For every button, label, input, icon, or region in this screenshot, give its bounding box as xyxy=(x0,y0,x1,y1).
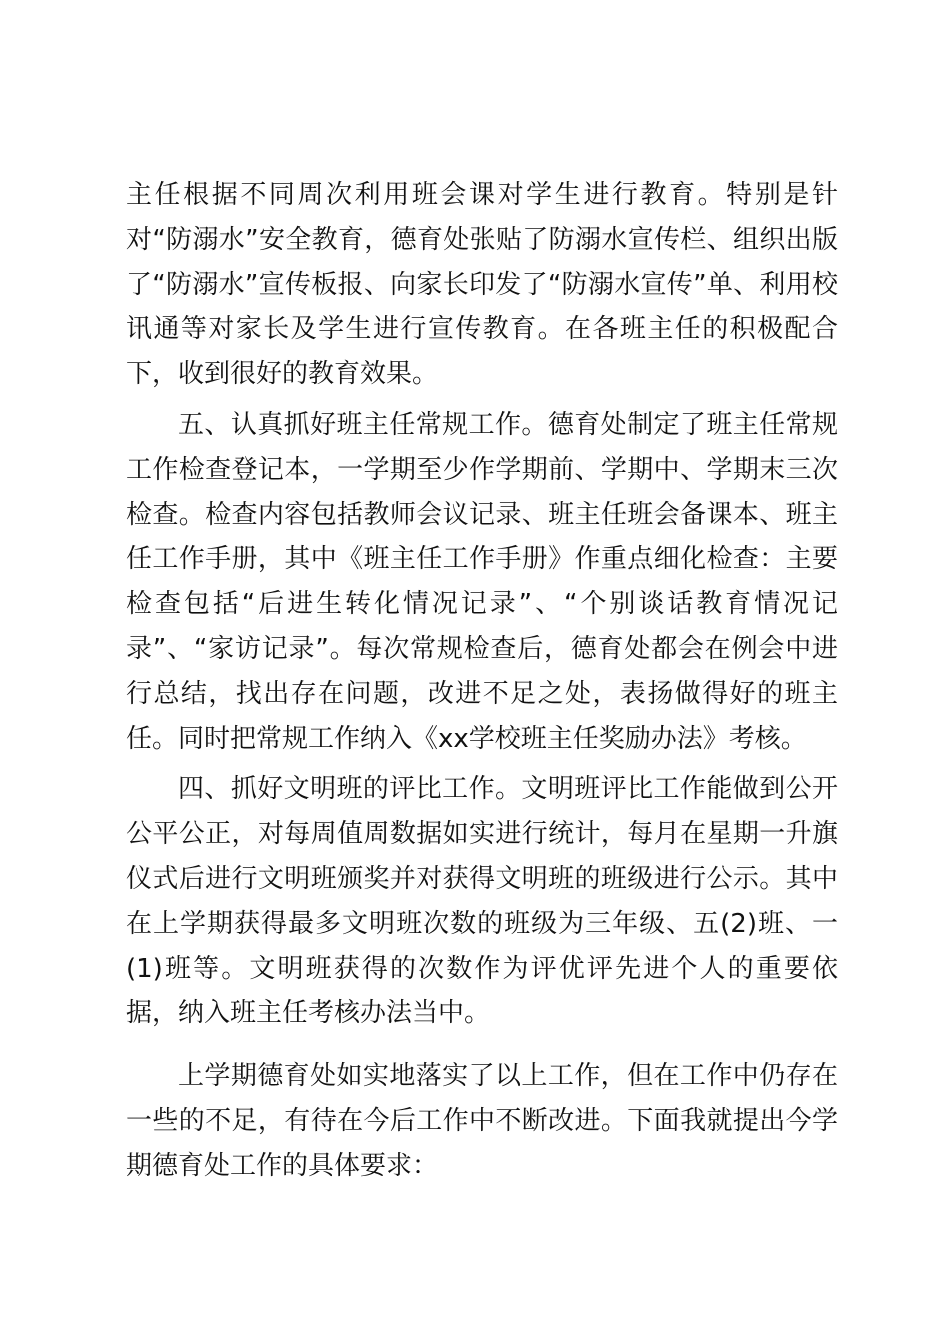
paragraph-section-five: 五、认真抓好班主任常规工作。德育处制定了班主任常规工作检查登记本，一学期至少作学期前、学期中、学期末三次检查。检查内容包括教师会议记录、班主任班会备课本、班主任工作手册，其中《班主任工作手册》作重点细化检查：主要检查包括“后进生转化情况记录”、“个别谈话教育情况记录”、“家访记录”。每次常规检查后，德育处都会在例会中进行总结，找出存在问题，改进不足之处，表扬做得好的班主任。同时把常规工作纳入《xx学校班主任奖励办法》考核。 xyxy=(126,409,838,754)
document-body xyxy=(126,173,838,1189)
paragraph-summary: 上学期德育处如实地落实了以上工作，但在工作中仍存在一些的不足，有待在今后工作中不断改进。下面我就提出今学期德育处工作的具体要求： xyxy=(126,1061,838,1181)
paragraph-section-four: 四、抓好文明班的评比工作。文明班评比工作能做到公开公平公正，对每周值周数据如实进行统计，每月在星期一升旗仪式后进行文明班颁奖并对获得文明班的班级进行公示。其中在上学期获得最多文明班次数的班级为三年级、五(2)班、一(1)班等。文明班获得的次数作为评优评先进个人的重要依据，纳入班主任考核办法当中。 xyxy=(126,774,838,1029)
paragraph-continuation: 主任根据不同周次利用班会课对学生进行教育。特别是针对“防溺水”安全教育，德育处张贴了防溺水宣传栏、组织出版了“防溺水”宣传板报、向家长印发了“防溺水宣传”单、利用校讯通等对家长及学生进行宣传教育。在各班主任的积极配合下，收到很好的教育效果。 xyxy=(126,180,838,390)
